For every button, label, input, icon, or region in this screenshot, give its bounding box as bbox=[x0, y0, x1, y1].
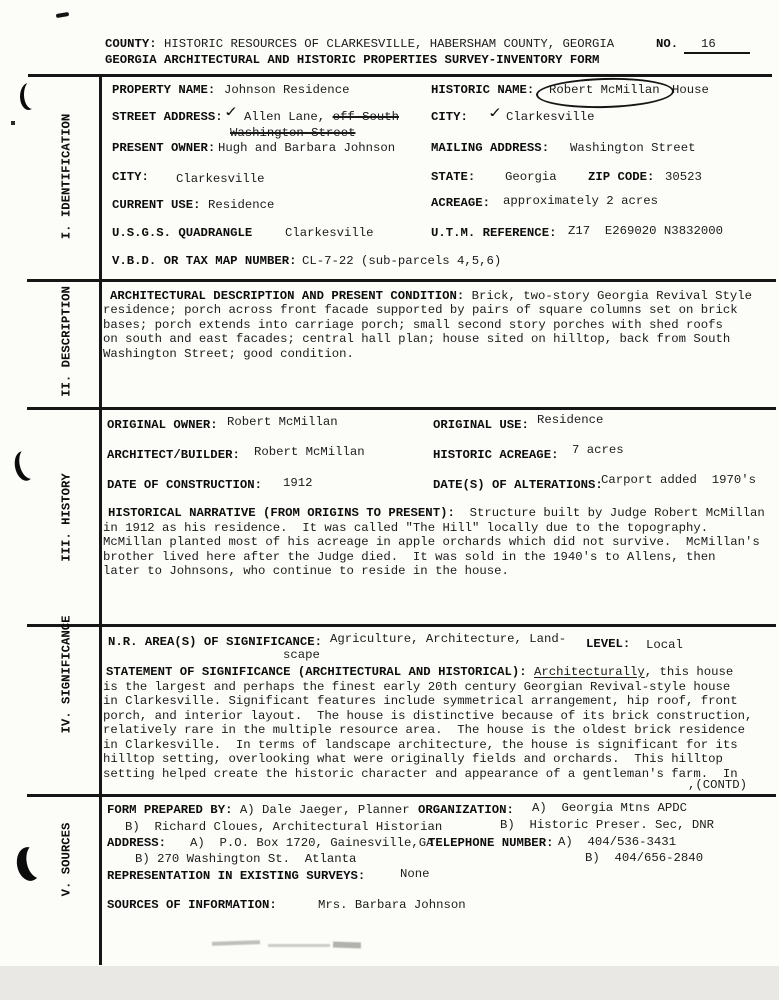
date-alterations-value: Carport added 1970's bbox=[601, 473, 756, 487]
sidebar-label-history: III. HISTORY bbox=[59, 473, 74, 562]
address-a: A) P.O. Box 1720, Gainesville,GA bbox=[190, 836, 434, 850]
original-owner-label: ORIGINAL OWNER: bbox=[107, 418, 218, 432]
statement-line1-rest: , this house bbox=[644, 665, 734, 679]
scan-smudge bbox=[268, 944, 330, 947]
current-use-value: Residence bbox=[208, 198, 275, 212]
table-top-border bbox=[28, 74, 772, 77]
narrative-paragraph-line1 bbox=[108, 506, 765, 521]
original-use-value: Residence bbox=[537, 413, 604, 427]
statement-line: in Clarkesville. Significant features include symmetrical arrangement, hip roof, front bbox=[103, 694, 738, 708]
date-alterations-label: DATE(S) OF ALTERATIONS: bbox=[433, 478, 603, 492]
vbd-label: V.B.D. OR TAX MAP NUMBER: bbox=[112, 254, 297, 268]
architect-label: ARCHITECT/BUILDER: bbox=[107, 448, 240, 462]
sources-info-value: Mrs. Barbara Johnson bbox=[318, 898, 466, 912]
present-owner-value: Hugh and Barbara Johnson bbox=[218, 141, 396, 155]
date-construction-label: DATE OF CONSTRUCTION: bbox=[107, 478, 262, 492]
handwritten-checkmark-icon: ✓ bbox=[222, 104, 240, 121]
description-line: Washington Street; good condition. bbox=[103, 347, 354, 361]
street-address-value: Allen Lane, off South bbox=[244, 110, 399, 124]
original-owner-value: Robert McMillan bbox=[227, 415, 338, 429]
nr-significance-value-line2: scape bbox=[283, 648, 320, 662]
organization-a: A) Georgia Mtns APDC bbox=[532, 801, 687, 815]
statement-line: relatively rare in the multiple resource area. The house is the oldest brick residence bbox=[103, 723, 746, 737]
historic-name-value-circled: Robert McMillan bbox=[549, 83, 660, 97]
punch-hole-mark bbox=[14, 845, 44, 883]
state-value: Georgia bbox=[505, 170, 557, 184]
handwritten-circle-annotation bbox=[536, 76, 675, 110]
utm-label: U.T.M. REFERENCE: bbox=[431, 226, 557, 240]
form-number-value: 16 bbox=[701, 37, 716, 51]
historic-acreage-value: 7 acres bbox=[572, 443, 624, 457]
section-divider bbox=[27, 794, 776, 797]
narrative-line: in 1912 as his residence. It was called "The Hill" locally due to the topography. bbox=[103, 521, 709, 535]
mailing-address-label: MAILING ADDRESS: bbox=[431, 141, 550, 155]
historic-acreage-label: HISTORIC ACREAGE: bbox=[433, 448, 559, 462]
historic-name-label: HISTORIC NAME: bbox=[431, 83, 535, 97]
sidebar-label-identification: I. IDENTIFICATION bbox=[59, 113, 74, 240]
statement-label: STATEMENT OF SIGNIFICANCE (ARCHITECTURAL AND HISTORICAL): bbox=[106, 665, 527, 679]
sidebar-label-sources: V. SOURCES bbox=[59, 822, 74, 897]
city-value: Clarkesville bbox=[506, 110, 595, 124]
statement-line: hilltop setting, overlooking what were originally fields and orchards. This hilltop bbox=[103, 752, 723, 766]
description-line: on south and east facades; central hall plan; house sited on hilltop, back from South bbox=[103, 332, 731, 346]
usgs-value: Clarkesville bbox=[285, 226, 374, 240]
description-line: residence; porch across front facade supported by pairs of square columns set on brick bbox=[103, 303, 738, 317]
statement-line: in Clarkesville. In terms of landscape architecture, the house is significant for its bbox=[103, 738, 738, 752]
form-number-underline bbox=[684, 52, 750, 54]
contd-note: ,(CONTD) bbox=[688, 778, 748, 792]
acreage-value: approximately 2 acres bbox=[503, 194, 658, 208]
telephone-label: TELEPHONE NUMBER: bbox=[428, 836, 554, 850]
statement-underlined-word: Architecturally bbox=[534, 665, 645, 679]
sidebar-label-description: II. DESCRIPTION bbox=[59, 286, 74, 397]
scan-mark bbox=[56, 12, 69, 18]
state-label: STATE: bbox=[431, 170, 476, 184]
description-label: ARCHITECTURAL DESCRIPTION AND PRESENT CONDITION: bbox=[110, 289, 465, 303]
organization-b: B) Historic Preser. Sec, DNR bbox=[500, 818, 715, 832]
street-address-label: STREET ADDRESS: bbox=[112, 110, 223, 124]
narrative-line1-rest: Structure built by Judge Robert McMillan bbox=[454, 506, 765, 520]
telephone-a: A) 404/536-3431 bbox=[558, 835, 677, 849]
description-line1-rest: Brick, two-story Georgia Revival Style bbox=[464, 289, 753, 303]
form-prepared-b: B) Richard Cloues, Architectural Historian bbox=[125, 820, 443, 834]
county-label: COUNTY: bbox=[105, 37, 157, 51]
handwritten-checkmark-icon: ✓ bbox=[486, 105, 504, 122]
vbd-value: CL-7-22 (sub-parcels 4,5,6) bbox=[302, 254, 502, 268]
historic-name-value-rest: House bbox=[672, 83, 709, 97]
sources-info-label: SOURCES OF INFORMATION: bbox=[107, 898, 277, 912]
representation-label: REPRESENTATION IN EXISTING SURVEYS: bbox=[107, 869, 366, 883]
property-name-label: PROPERTY NAME: bbox=[112, 83, 216, 97]
scan-mark bbox=[11, 121, 15, 125]
present-owner-label: PRESENT OWNER: bbox=[112, 141, 216, 155]
nr-significance-value-line1: Agriculture, Architecture, Land- bbox=[330, 632, 567, 646]
city2-label: CITY: bbox=[112, 170, 149, 184]
statement-line: is the largest and perhaps the finest early 20th century Georgian Revival-style house bbox=[103, 680, 731, 694]
section-divider bbox=[27, 624, 776, 627]
street-address-struck-line2: Washington Street bbox=[230, 126, 356, 140]
narrative-label: HISTORICAL NARRATIVE (FROM ORIGINS TO PRESENT): bbox=[108, 506, 455, 520]
property-name-value: Johnson Residence bbox=[224, 83, 350, 97]
city2-value: Clarkesville bbox=[176, 172, 265, 186]
current-use-label: CURRENT USE: bbox=[112, 198, 201, 212]
description-line: bases; porch extends into carriage porch; small second story porches with shed roofs bbox=[103, 318, 723, 332]
original-use-label: ORIGINAL USE: bbox=[433, 418, 529, 432]
address-label: ADDRESS: bbox=[107, 836, 167, 850]
form-number-label: NO. bbox=[656, 37, 679, 51]
narrative-line: McMillan planted most of his acreage in apple orchards which did not survive. McMillan's bbox=[103, 535, 760, 549]
nr-significance-label: N.R. AREA(S) OF SIGNIFICANCE: bbox=[108, 635, 323, 649]
level-value: Local bbox=[646, 638, 683, 652]
form-prepared-a: A) Dale Jaeger, Planner bbox=[239, 803, 410, 817]
sidebar-divider bbox=[99, 74, 102, 965]
struck-text: off South bbox=[332, 110, 399, 124]
sidebar-label-significance: IV. SIGNIFICANCE bbox=[59, 615, 74, 734]
punch-hole-mark bbox=[12, 449, 37, 482]
form-prepared-label: FORM PREPARED BY: bbox=[107, 803, 233, 817]
narrative-line: brother lived here after the Judge died. It was sold in the 1940's to Allens, then bbox=[103, 550, 716, 564]
zip-label: ZIP CODE: bbox=[588, 170, 655, 184]
architect-value: Robert McMillan bbox=[254, 445, 365, 459]
utm-value: Z17 E269020 N3832000 bbox=[568, 224, 723, 238]
acreage-label: ACREAGE: bbox=[431, 196, 491, 210]
narrative-line: later to Johnsons, who continue to reside in the house. bbox=[103, 564, 509, 578]
form-title: GEORGIA ARCHITECTURAL AND HISTORIC PROPERTIES SURVEY-INVENTORY FORM bbox=[105, 53, 600, 67]
usgs-label: U.S.G.S. QUADRANGLE bbox=[112, 226, 253, 240]
county-value bbox=[157, 37, 164, 51]
county-value-text: HISTORIC RESOURCES OF CLARKESVILLE, HABERSHAM COUNTY, GEORGIA bbox=[164, 37, 615, 51]
statement-line: setting helped create the historic character and appearance of a gentleman's farm. In bbox=[103, 767, 738, 781]
date-construction-value: 1912 bbox=[283, 476, 313, 490]
statement-paragraph-line1 bbox=[106, 665, 733, 680]
address-b: B) 270 Washington St. Atlanta bbox=[135, 852, 357, 866]
header-county-line bbox=[105, 37, 614, 52]
organization-label: ORGANIZATION: bbox=[418, 803, 514, 817]
mailing-address-value: Washington Street bbox=[570, 141, 696, 155]
telephone-b: B) 404/656-2840 bbox=[585, 851, 704, 865]
description-paragraph-line1 bbox=[110, 289, 752, 304]
level-label: LEVEL: bbox=[586, 637, 631, 651]
punch-hole-mark bbox=[20, 83, 37, 110]
section-divider bbox=[27, 279, 776, 282]
form-prepared-line bbox=[107, 803, 410, 818]
statement-line: porch, and interior layout. The house is distinctive because of its brick construction, bbox=[103, 709, 753, 723]
city-label: CITY: bbox=[431, 110, 468, 124]
representation-value: None bbox=[400, 867, 430, 881]
zip-value: 30523 bbox=[665, 170, 702, 184]
scan-smudge bbox=[333, 942, 361, 949]
page-bottom-edge bbox=[0, 966, 779, 1000]
scan-smudge bbox=[212, 940, 260, 946]
section-divider bbox=[27, 407, 776, 410]
